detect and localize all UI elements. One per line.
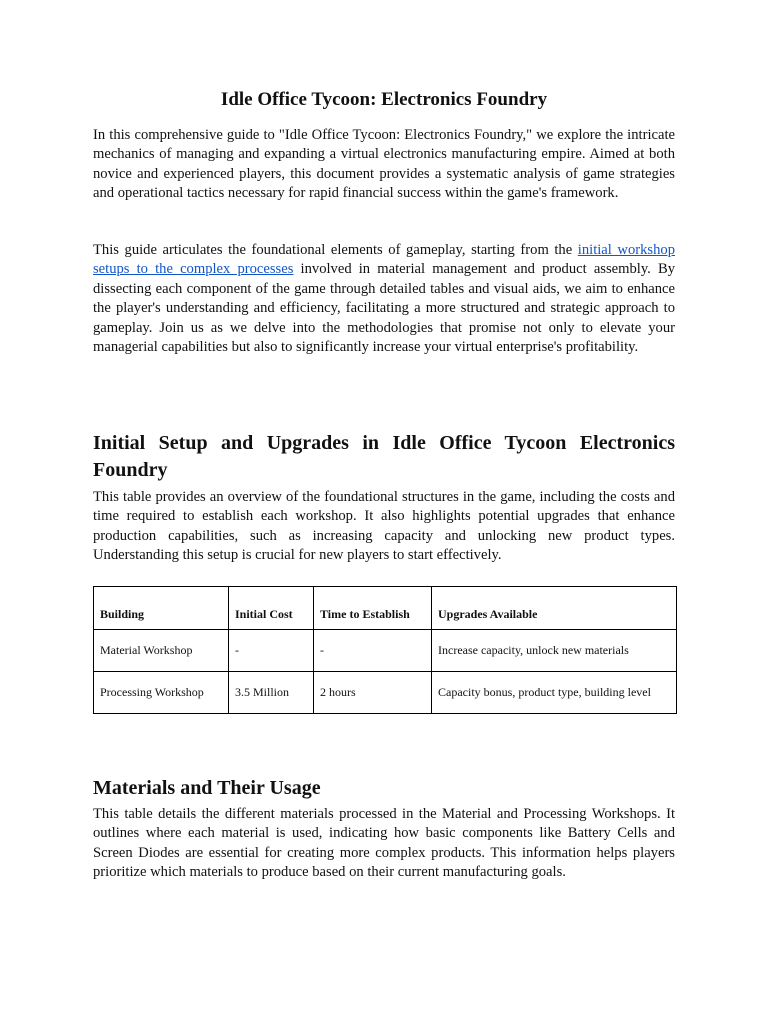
cell-upgrades-available: Capacity bonus, product type, building level	[432, 672, 677, 714]
header-building: Building	[94, 587, 229, 630]
cell-upgrades-available: Increase capacity, unlock new materials	[432, 630, 677, 672]
table-header-row	[94, 587, 677, 630]
workshop-processes-link[interactable]: initial workshop setups to the complex processes	[93, 242, 675, 278]
materials-usage-heading: Materials and Their Usage	[93, 777, 321, 799]
cell-time-to-establish: -	[314, 630, 432, 672]
cell-initial-cost: -	[229, 630, 314, 672]
cell-time-to-establish: 2 hours	[314, 672, 432, 714]
header-upgrades-available: Upgrades Available	[432, 587, 677, 630]
buildings-table	[93, 586, 677, 714]
intro-paragraph: In this comprehensive guide to "Idle Office Tycoon: Electronics Foundry," we explore the intricate mechanics of managing and expanding a virtual electronics manufacturing empire. Aimed at both novice and experienced players, this document provides a systematic analysis of game strategies and operational tactics necessary for rapid financial success within the game's framework.	[93, 127, 675, 202]
header-initial-cost: Initial Cost	[229, 587, 314, 630]
setup-description: This table provides an overview of the foundational structures in the game, including the costs and time required to establish each workshop. It also highlights potential upgrades that enhance production capabilities, such as increasing capacity and unlocking new product types. Understanding this setup is crucial for new players to start effectively.	[93, 489, 675, 564]
setup-upgrades-heading: Initial Setup and Upgrades in Idle Office Tycoon Electronics Foundry	[93, 432, 675, 481]
cell-initial-cost: 3.5 Million	[229, 672, 314, 714]
header-time-to-establish: Time to Establish	[314, 587, 432, 630]
table-row	[94, 672, 677, 714]
overview-text-start: This guide articulates the foundational elements of gameplay, starting from the	[93, 242, 578, 258]
cell-building: Material Workshop	[94, 630, 229, 672]
overview-text-end: involved in material management and product assembly. By dissecting each component of the game through detailed tables and visual aids, we aim to enhance the player's understanding and efficiency, facilitating a more structured and strategic approach to gameplay. Join us as we delve into the methodologies that promise not only to elevate your managerial capabilities but also to significantly increase your virtual enterprise's profitability.	[93, 261, 676, 356]
overview-paragraph	[93, 241, 675, 357]
document-title: Idle Office Tycoon: Electronics Foundry	[220, 89, 548, 110]
materials-description: This table details the different materials processed in the Material and Processing Workshops. It outlines where each material is used, indicating how basic components like Battery Cells and Screen Diodes are essential for creating more complex products. This information helps players prioritize which materials to produce based on their current manufacturing goals.	[93, 806, 675, 881]
cell-building: Processing Workshop	[94, 672, 229, 714]
table-row	[94, 630, 677, 672]
